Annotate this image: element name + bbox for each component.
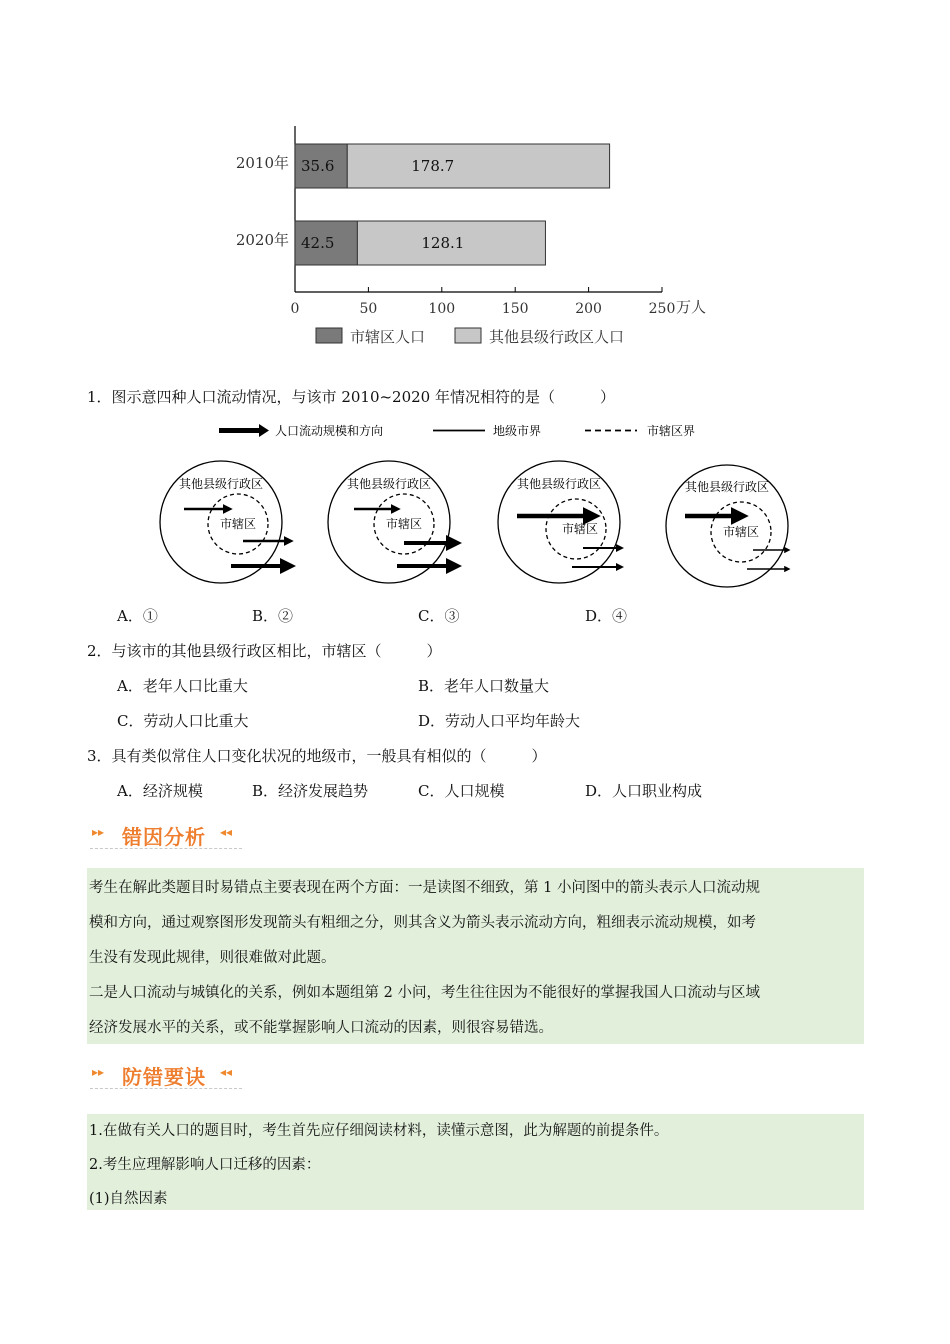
x-tick-label: 250 — [648, 301, 676, 317]
inner-label: 市辖区 — [219, 517, 257, 531]
diagram-2 — [328, 461, 450, 583]
double-arrow-left-icon: ◂◂ — [220, 825, 233, 839]
q2-stem: 2．与该市的其他县级行政区相比，市辖区（ ） — [87, 642, 442, 660]
error-analysis-box — [87, 868, 864, 1044]
legend-swatch — [316, 328, 342, 343]
outer-label: 其他县级行政区 — [178, 477, 264, 491]
legend-label: 市辖区人口 — [350, 328, 426, 346]
q2-option-c[interactable]: C．劳动人口比重大 — [117, 712, 249, 730]
double-arrow-right-icon: ▸▸ — [92, 1065, 105, 1079]
section-heading-error-analysis — [90, 822, 242, 849]
bar-value-label: 178.7 — [411, 157, 455, 175]
diagram-4 — [666, 465, 788, 587]
text-line: 生没有发现此规律，则很难做对此题。 — [89, 950, 336, 966]
category-label: 2010年 — [235, 154, 289, 172]
q1-diagrams — [0, 445, 950, 590]
q3-option-b[interactable]: B．经济发展趋势 — [252, 782, 369, 800]
bar-value-label: 42.5 — [301, 234, 335, 252]
q1-option-d[interactable]: D．④ — [585, 607, 628, 625]
x-tick-label: 0 — [290, 301, 300, 317]
q1-stem: 1．图示意四种人口流动情况，与该市 2010~2020 年情况相符的是（ ） — [87, 388, 615, 406]
legend-arrow-icon — [219, 424, 269, 437]
section-heading-error-prevention — [90, 1062, 242, 1089]
bar-value-label: 128.1 — [421, 234, 465, 252]
error-prevention-box — [87, 1114, 864, 1210]
text-line: 二是人口流动与城镇化的关系，例如本题组第 2 小问，考生往往因为不能很好的掌握我国人口流动与区域 — [89, 985, 760, 1001]
text-line: 1.在做有关人口的题目时，考生首先应仔细阅读材料，读懂示意图，此为解题的前提条件。 — [89, 1123, 669, 1139]
x-unit-label: 万人 — [676, 298, 707, 316]
q2-option-d[interactable]: D．劳动人口平均年龄大 — [418, 712, 581, 730]
bar-value-label: 35.6 — [301, 157, 335, 175]
text-line: 2.考生应理解影响人口迁移的因素： — [89, 1157, 321, 1173]
outer-label: 其他县级行政区 — [516, 477, 602, 491]
legend-swatch — [455, 328, 481, 343]
q3-option-d[interactable]: D．人口职业构成 — [585, 782, 703, 800]
diagram-3 — [498, 461, 620, 583]
outer-label: 其他县级行政区 — [346, 477, 432, 491]
q3-option-c[interactable]: C．人口规模 — [418, 782, 505, 800]
legend-arrow-label: 人口流动规模和方向 — [275, 424, 384, 438]
legend-label: 其他县级行政区人口 — [489, 328, 625, 346]
outer-label: 其他县级行政区 — [684, 480, 770, 494]
diagram-1 — [160, 461, 285, 583]
q3-stem: 3．具有类似常住人口变化状况的地级市，一般具有相似的（ ） — [87, 747, 547, 765]
section-title: 错因分析 — [122, 825, 206, 849]
q3-option-a[interactable]: A．经济规模 — [117, 782, 203, 800]
inner-label: 市辖区 — [385, 517, 423, 531]
section-title: 防错要诀 — [122, 1065, 206, 1089]
text-line: 经济发展水平的关系，或不能掌握影响人口流动的因素，则很容易错选。 — [89, 1020, 553, 1036]
x-tick-label: 50 — [359, 301, 378, 317]
x-tick-label: 200 — [575, 301, 602, 317]
q2-option-b[interactable]: B．老年人口数量大 — [418, 677, 550, 695]
q1-option-b[interactable]: B．② — [252, 607, 294, 625]
population-bar-chart — [0, 0, 950, 360]
bar-segment — [347, 144, 609, 188]
q2-option-a[interactable]: A．老年人口比重大 — [117, 677, 248, 695]
x-tick-label: 150 — [501, 301, 529, 317]
double-arrow-left-icon: ◂◂ — [220, 1065, 233, 1079]
inner-label: 市辖区 — [722, 525, 760, 539]
x-tick-label: 100 — [428, 301, 456, 317]
text-line: 模和方向，通过观察图形发现箭头有粗细之分，则其含义为箭头表示流动方向，粗细表示流动规模，如考 — [89, 915, 756, 931]
legend-solid-label: 地级市界 — [493, 424, 542, 438]
q1-option-c[interactable]: C．③ — [418, 607, 460, 625]
legend-dashed-label: 市辖区界 — [647, 424, 696, 438]
text-line: (1)自然因素 — [89, 1191, 168, 1207]
inner-label: 市辖区 — [561, 522, 599, 536]
category-label: 2020年 — [235, 231, 289, 249]
q1-legend — [215, 421, 735, 441]
double-arrow-right-icon: ▸▸ — [92, 825, 105, 839]
text-line: 考生在解此类题目时易错点主要表现在两个方面：一是读图不细致，第 1 小问图中的箭头表示人口流动规 — [89, 880, 760, 896]
q1-option-a[interactable]: A．① — [117, 607, 158, 625]
